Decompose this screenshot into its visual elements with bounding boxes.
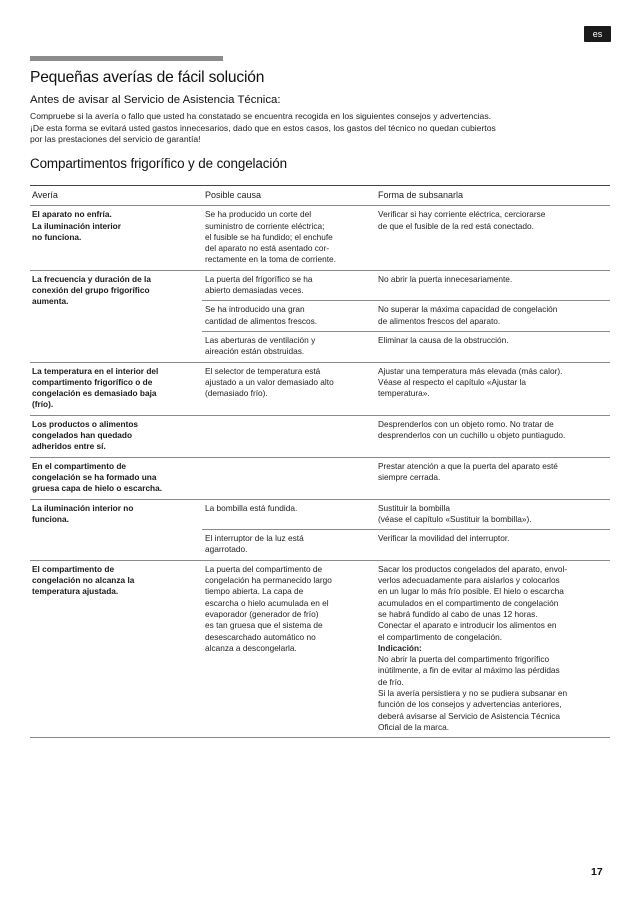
table-row-group — [30, 205, 610, 269]
cause-line: del aparato no está asentado cor- — [205, 243, 330, 254]
fault-line: no funciona. — [32, 231, 82, 242]
fault-line: gruesa capa de hielo o escarcha. — [32, 483, 163, 494]
table-row — [202, 363, 610, 404]
table-row-group — [30, 270, 610, 362]
table-header-row — [30, 185, 610, 205]
remedy-cell — [375, 561, 610, 737]
remedy-line: Oficial de la marca. — [378, 721, 450, 732]
cause-remedy-rows — [202, 206, 610, 269]
remedy-line: No superar la máxima capacidad de congelación — [378, 304, 558, 315]
remedy-line: Véase al respecto el capítulo «Ajustar la — [378, 376, 527, 387]
remedy-line: desprenderlos con un cuchillo u objeto puntiagudo. — [378, 430, 566, 441]
page-number: 17 — [591, 866, 603, 878]
cause-line: El interruptor de la luz está — [205, 533, 304, 544]
cause-line: tiempo abierta. La capa de — [205, 586, 304, 597]
remedy-line: de alimentos frescos del aparato. — [378, 315, 501, 326]
cause-line: escarcha o hielo acumulada en el — [205, 597, 329, 608]
fault-cell — [30, 271, 202, 362]
page-title: Pequeñas averías de fácil solución — [30, 69, 265, 86]
cause-cell — [202, 416, 375, 446]
cause-line: es tan gruesa que el sistema de — [205, 620, 323, 631]
fault-line: congelación no alcanza la — [32, 575, 135, 586]
table-row — [202, 561, 610, 737]
header-fault: Avería — [32, 190, 58, 200]
remedy-line: (véase el capítulo «Sustituir la bombilla»). — [378, 513, 532, 524]
table-row — [202, 300, 610, 331]
remedy-cell — [375, 206, 610, 269]
remedy-line: Desprenderlos con un objeto romo. No tratar de — [378, 418, 554, 429]
fault-line: congelación es demasiado baja — [32, 388, 157, 399]
fault-line: congelados han quedado — [32, 430, 133, 441]
cause-line: rectamente en la toma de corriente. — [205, 254, 336, 265]
table-row — [202, 500, 610, 530]
remedy-cell — [375, 271, 610, 301]
fault-line: conexión del grupo frigorífico — [32, 285, 150, 296]
remedy-cell — [375, 458, 610, 488]
cause-line: Se ha producido un corte del — [205, 209, 312, 220]
cause-line: La puerta del frigorífico se ha — [205, 273, 313, 284]
cause-line: aireación están obstruidas. — [205, 346, 305, 357]
fault-cell — [30, 561, 202, 737]
remedy-line: de que el fusible de la red está conectado. — [378, 220, 534, 231]
cause-remedy-rows — [202, 271, 610, 362]
table-row — [202, 529, 610, 560]
cause-cell — [202, 500, 375, 530]
remedy-cell — [375, 332, 610, 362]
remedy-line: Indicación: — [378, 642, 422, 653]
cause-remedy-rows — [202, 416, 610, 457]
fault-line: El aparato no enfría. — [32, 209, 112, 220]
table-row-group — [30, 415, 610, 457]
table-bottom-rule — [30, 737, 610, 738]
cause-line: el fusible se ha fundido; el enchufe — [205, 231, 333, 242]
cause-line: evaporador (generador de frío) — [205, 608, 319, 619]
fault-line: La frecuencia y duración de la — [32, 273, 151, 284]
remedy-cell — [375, 301, 610, 331]
remedy-cell — [375, 416, 610, 446]
cause-line: Se ha introducido una gran — [205, 304, 305, 315]
fault-line: compartimento frigorífico o de — [32, 376, 153, 387]
table-row-group — [30, 560, 610, 737]
cause-remedy-rows — [202, 561, 610, 737]
fault-line: adheridos entre sí. — [32, 441, 106, 452]
cause-line: ajustado a un valor demasiado alto — [205, 376, 334, 387]
remedy-line: Eliminar la causa de la obstrucción. — [378, 334, 509, 345]
fault-line: La iluminación interior — [32, 220, 121, 231]
troubleshooting-table — [30, 185, 610, 738]
cause-cell — [202, 301, 375, 331]
cause-line: agarrotado. — [205, 544, 248, 555]
cause-remedy-rows — [202, 500, 610, 560]
intro-paragraph — [30, 111, 620, 146]
cause-cell — [202, 271, 375, 301]
remedy-line: Conectar el aparato e introducir los alimentos en — [378, 620, 557, 631]
header-remedy: Forma de subsanarla — [378, 190, 464, 200]
remedy-line: en un lugar lo más frío posible. El hielo o escarcha — [378, 586, 564, 597]
fault-cell — [30, 458, 202, 499]
cause-remedy-rows — [202, 458, 610, 499]
remedy-line: No abrir la puerta innecesariamente. — [378, 273, 513, 284]
fault-line: En el compartimento de — [32, 460, 127, 471]
table-row-group — [30, 457, 610, 499]
remedy-line: No abrir la puerta del compartimento frigorífico — [378, 654, 550, 665]
table-row — [202, 271, 610, 301]
table-row-group — [30, 362, 610, 415]
cause-line: congelación ha permanecido largo — [205, 575, 332, 586]
cause-line: alcanza a descongelarla. — [205, 642, 297, 653]
remedy-cell — [375, 363, 610, 404]
fault-cell — [30, 206, 202, 269]
fault-line: temperatura ajustada. — [32, 586, 119, 597]
header-cause: Posible causa — [205, 190, 262, 200]
table-body — [30, 205, 610, 738]
intro-line: ¡De esta forma se evitará usted gastos innecesarios, dado que en estos casos, los gastos del técnico no quedan cubiertos — [30, 122, 496, 133]
remedy-line: temperatura». — [378, 388, 430, 399]
cause-line: La puerta del compartimento de — [205, 563, 323, 574]
remedy-line: se habrá fundido al cabo de unas 12 horas. — [378, 608, 538, 619]
intro-line: Compruebe si la avería o fallo que usted ha constatado se encuentra recogida en los siguientes consejos y advertencias. — [30, 111, 492, 121]
cause-remedy-rows — [202, 363, 610, 415]
header-accent-bar — [30, 56, 223, 61]
cause-line: suministro de corriente eléctrica; — [205, 220, 325, 231]
remedy-line: Ajustar una temperatura más elevada (más calor). — [378, 365, 563, 376]
remedy-cell — [375, 500, 610, 530]
cause-line: abierto demasiadas veces. — [205, 285, 304, 296]
remedy-line: inútilmente, a fin de evitar al máximo las pérdidas — [378, 665, 560, 676]
remedy-line: acumulados en el compartimento de congelación — [378, 597, 559, 608]
table-row — [202, 416, 610, 446]
fault-line: Los productos o alimentos — [32, 418, 139, 429]
section-title: Compartimentos frigorífico y de congelación — [30, 156, 287, 171]
cause-cell — [202, 206, 375, 269]
cause-line: El selector de temperatura está — [205, 365, 321, 376]
remedy-line: Sustituir la bombilla — [378, 502, 450, 513]
fault-line: El compartimento de — [32, 563, 115, 574]
cause-line: cantidad de alimentos frescos. — [205, 315, 318, 326]
remedy-line: función de los consejos y advertencias anteriores, — [378, 699, 562, 710]
table-row — [202, 331, 610, 362]
remedy-line: Sacar los productos congelados del aparato, envol- — [378, 563, 568, 574]
fault-line: aumenta. — [32, 296, 69, 307]
cause-line: (demasiado frío). — [205, 388, 268, 399]
fault-line: La temperatura en el interior del — [32, 365, 159, 376]
fault-line: La iluminación interior no — [32, 502, 134, 513]
fault-line: congelación se ha formado una — [32, 471, 157, 482]
fault-cell — [30, 416, 202, 457]
table-row — [202, 458, 610, 488]
fault-line: (frío). — [32, 399, 54, 410]
fault-line: funciona. — [32, 513, 69, 524]
cause-cell — [202, 363, 375, 404]
cause-cell — [202, 561, 375, 737]
remedy-line: verlos adecuadamente para aislarlos y colocarlos — [378, 575, 560, 586]
language-badge: es — [584, 26, 611, 42]
remedy-cell — [375, 530, 610, 560]
remedy-line: Verificar si hay corriente eléctrica, cerciorarse — [378, 209, 546, 220]
remedy-line: siempre cerrada. — [378, 471, 441, 482]
remedy-line: Si la avería persistiera y no se pudiera subsanar en — [378, 687, 568, 698]
cause-line: desescarchado automático no — [205, 631, 316, 642]
table-row-group — [30, 499, 610, 560]
remedy-line: Verificar la movilidad del interruptor. — [378, 533, 510, 544]
remedy-line: deberá avisarse al Servicio de Asistencia Técnica — [378, 710, 561, 721]
remedy-line: Prestar atención a que la puerta del aparato esté — [378, 460, 558, 471]
cause-cell — [202, 530, 375, 560]
page-subtitle: Antes de avisar al Servicio de Asistencia Técnica: — [30, 94, 281, 106]
cause-cell — [202, 332, 375, 362]
intro-line: por las prestaciones del servicio de garantía! — [30, 134, 201, 145]
fault-cell — [30, 363, 202, 415]
cause-cell — [202, 458, 375, 488]
remedy-line: el compartimento de congelación. — [378, 631, 503, 642]
remedy-line: de frío. — [378, 676, 404, 687]
fault-cell — [30, 500, 202, 560]
cause-line: Las aberturas de ventilación y — [205, 334, 316, 345]
table-row — [202, 206, 610, 269]
cause-line: La bombilla está fundida. — [205, 502, 298, 513]
